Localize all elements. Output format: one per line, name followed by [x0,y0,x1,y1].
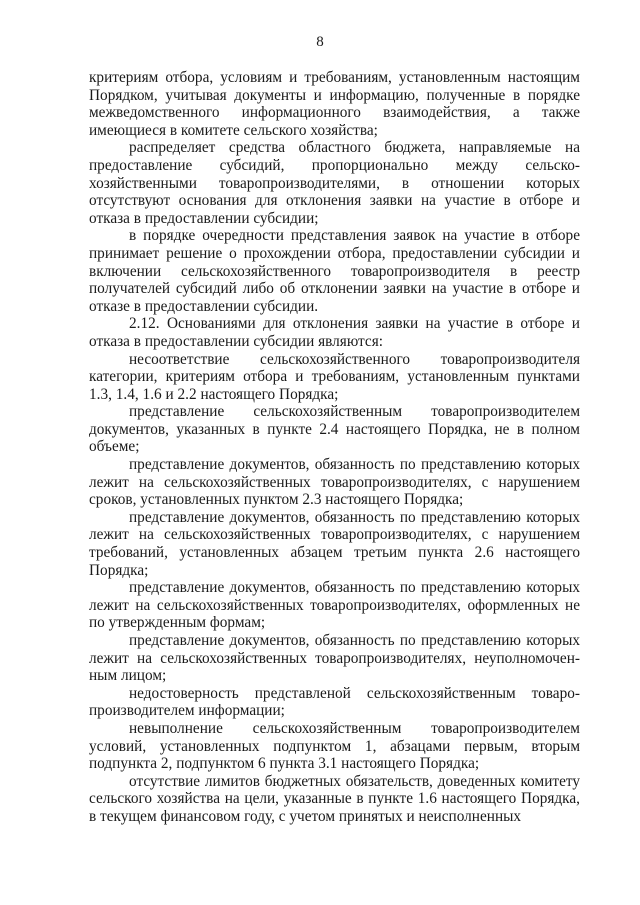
paragraph-6: представление сельскохозяйственным товаропроизводителем документов, указанных в пункте 2.4 настоящего Порядка, не в полном объеме; [89,403,580,456]
paragraph-9: представление документов, обязанность по представлению которых лежит на сельскохозяйственных товаропроизводителях, оформленных не по утвержденным формам; [89,579,580,632]
paragraph-2: распределяет средства областного бюджета, направляемые на предоставление субсидий, пропорционально между сельскохозяйственными товаропроизводителями, в отношении которых отсутствуют основания для отклонения заявки на участие в отборе и отказа в предоставлении субсидии; [89,139,580,227]
paragraph-7: представление документов, обязанность по представлению которых лежит на сельскохозяйственных товаропроизводителях, с нарушением сроков, установленных пунктом 2.3 настоящего Порядка; [89,456,580,509]
paragraph-4-section-2-12: 2.12. Основаниями для отклонения заявки на участие в отборе и отказа в предоставлении субсидии являются: [89,315,580,350]
document-body [89,69,580,826]
page-number: 8 [316,34,324,50]
paragraph-3: в порядке очередности представления заявок на участие в отборе принимает решение о прохождении отбора, предоставлении субсидии и включении сельскохозяйственного товаропроизводителя в реестр получателей субсидий либо об отклонении заявки на участие в отборе и отказе в предоставлении субсидии. [89,227,580,315]
paragraph-13: отсутствие лимитов бюджетных обязательств, доведенных комитету сельского хозяйства на цели, указанные в пункте 1.6 настоящего Порядка, в текущем финансовом году, с учетом принятых и неисполненных [89,772,580,825]
paragraph-8: представление документов, обязанность по представлению которых лежит на сельскохозяйственных товаропроизводителях, с нарушением требований, установленных абзацем третьим пункта 2.6 настоящего Порядка; [89,508,580,579]
paragraph-5: несоответствие сельскохозяйственного товаропроизводителя категории, критериям отбора и требованиям, установленным пунктами 1.3, 1.4, 1.6 и 2.2 настоящего Порядка; [89,350,580,403]
paragraph-1: критериям отбора, условиям и требованиям, установленным настоящим Порядком, учитывая документы и информацию, полученные в порядке межведомственного информационного взаимодействия, а также имеющиеся в комитете сельского хозяйства; [89,69,580,139]
paragraph-11: недостоверность представленой сельскохозяйственным товаропроизводителем информации; [89,684,580,720]
paragraph-10: представление документов, обязанность по представлению которых лежит на сельскохозяйственных товаропроизводителях, неуполномоченным лицом; [89,632,580,685]
paragraph-12: невыполнение сельскохозяйственным товаропроизводителем условий, установленных подпунктом 1, абзацами первым, вторым подпункта 2, подпунктом 6 пункта 3.1 настоящего Порядка; [89,719,580,773]
